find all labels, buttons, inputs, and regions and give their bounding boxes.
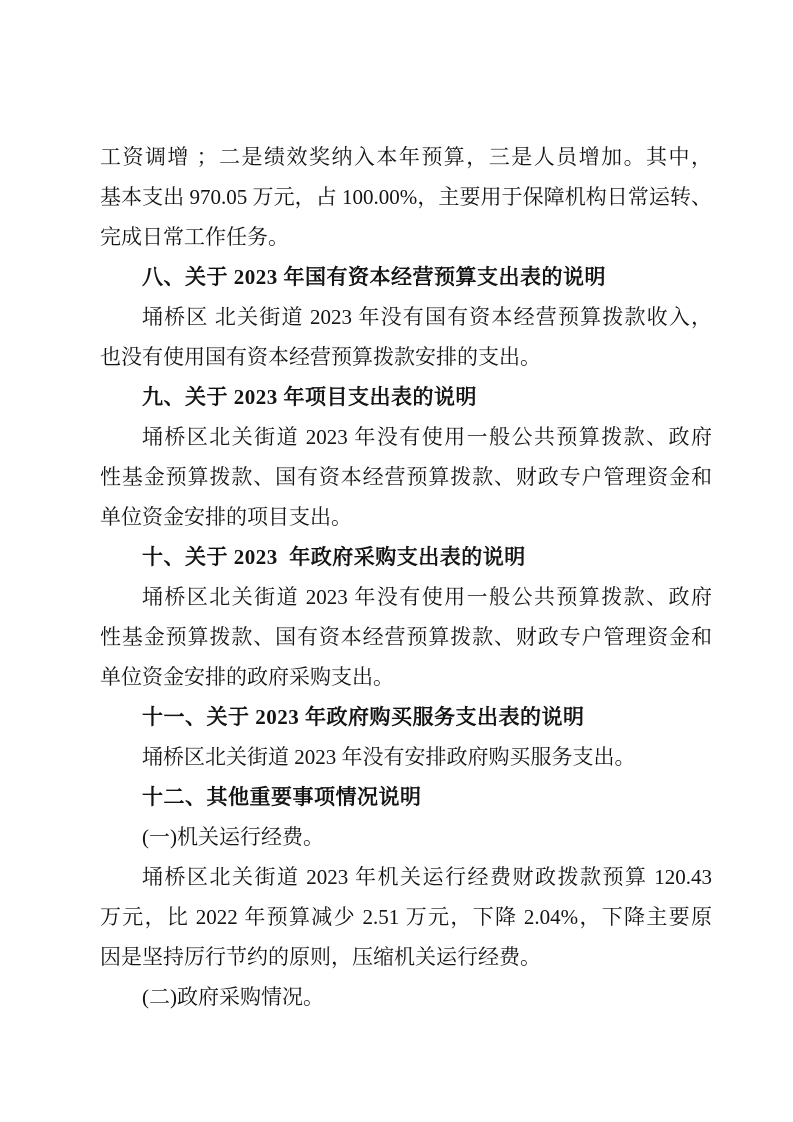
paragraph-line: 埇桥区 北关街道 2023 年没有国有资本经营预算拨款收入， [142, 305, 712, 329]
paragraph-line: 埇桥区北关街道 2023 年机关运行经费财政拨款预算 120.43 [142, 865, 712, 889]
section-heading [100, 377, 712, 417]
section-heading-line: 十、关于 2023 年政府采购支出表的说明 [142, 545, 526, 569]
paragraph [100, 137, 712, 257]
section-heading [100, 257, 712, 297]
paragraph-line: 因是坚持厉行节约的原则，压缩机关运行经费。 [100, 945, 541, 969]
paragraph [100, 737, 712, 777]
paragraph-line: 埇桥区北关街道 2023 年没有使用一般公共预算拨款、政府 [142, 585, 712, 609]
paragraph-line: 埇桥区北关街道 2023 年没有使用一般公共预算拨款、政府 [142, 425, 712, 449]
paragraph-line: 基本支出 970.05 万元，占 100.00%，主要用于保障机构日常运转、 [100, 185, 712, 209]
paragraph [100, 417, 712, 537]
paragraph-line: (一)机关运行经费。 [142, 825, 324, 849]
document-text-body [100, 137, 712, 1017]
paragraph-line: 性基金预算拨款、国有资本经营预算拨款、财政专户管理资金和 [100, 465, 712, 489]
paragraph [100, 857, 712, 977]
paragraph-line: 工资调增 ；二是绩效奖纳入本年预算，三是人员增加。其中， [100, 145, 712, 169]
paragraph-line: 性基金预算拨款、国有资本经营预算拨款、财政专户管理资金和 [100, 625, 712, 649]
paragraph [100, 817, 712, 857]
section-heading-line: 十二、其他重要事项情况说明 [142, 785, 422, 809]
section-heading-line: 十一、关于 2023 年政府购买服务支出表的说明 [142, 705, 585, 729]
section-heading [100, 777, 712, 817]
section-heading-line: 八、关于 2023 年国有资本经营预算支出表的说明 [142, 265, 606, 289]
paragraph [100, 577, 712, 697]
paragraph-line: 万元，比 2022 年预算减少 2.51 万元，下降 2.04%，下降主要原 [100, 905, 712, 929]
paragraph-line: (二)政府采购情况。 [142, 985, 324, 1009]
paragraph-line: 单位资金安排的政府采购支出。 [100, 665, 394, 689]
paragraph-line: 完成日常工作任务。 [100, 225, 289, 249]
paragraph-line: 单位资金安排的项目支出。 [100, 505, 352, 529]
section-heading [100, 537, 712, 577]
paragraph-line: 也没有使用国有资本经营预算拨款安排的支出。 [100, 345, 541, 369]
paragraph-line: 埇桥区北关街道 2023 年没有安排政府购买服务支出。 [142, 745, 636, 769]
section-heading-line: 九、关于 2023 年项目支出表的说明 [142, 385, 477, 409]
paragraph [100, 297, 712, 377]
paragraph [100, 977, 712, 1017]
section-heading [100, 697, 712, 737]
